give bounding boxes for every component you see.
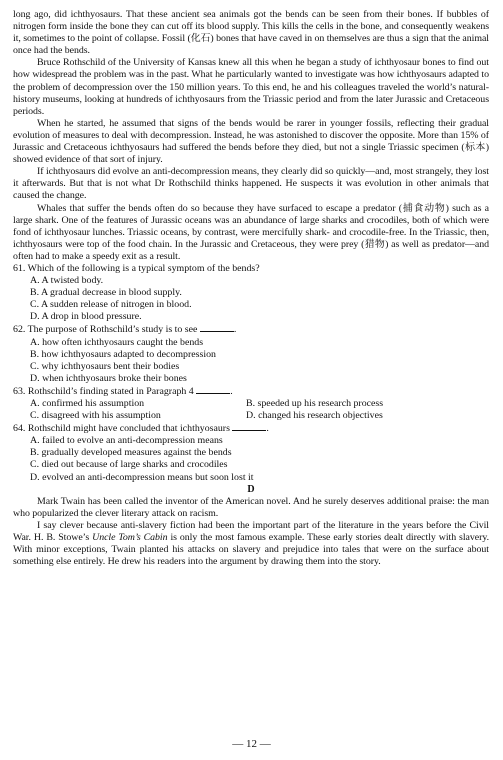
question-63-stem: 63. Rothschild’s finding stated in Paragraph 4 <box>13 385 194 397</box>
passage-c-paragraph-1: long ago, did ichthyosaurs. That these ancient sea animals got the bends can be seen from their bones. If bubbles of nitrogen form inside the bone they can cut off its blood supply. This kills the cells in the bone, and consequently weakens it, sometimes to the point of collapse. Fossil (化石) bones that have caved in on themselves are thus a sign that the animal once had the bends. <box>13 9 489 57</box>
question-63-options-row-1 <box>30 398 489 410</box>
passage-d-paragraph-1: Mark Twain has been called the inventor of the American novel. And he surely deserves additional praise: the man who popularized the clever literary attack on racism. <box>13 495 489 519</box>
passage-c-paragraph-5: Whales that suffer the bends often do so because they have surfaced to escape a predator (捕食动物) such as a large shark. One of the features of Jurassic oceans was an abundance of large sharks and crocodiles, both of which were fond of ichthyosaur lunches. Triassic oceans, by contrast, were mercifully shark- and crocodile-free. In the Triassic, then, ichthyosaurs were top of the food chain. In the Jurassic and Cretaceous, they were prey (猎物) as well as predator—and often had to make a speedy exit as a result. <box>13 202 489 262</box>
book-title: Uncle Tom’s Cabin <box>92 532 168 544</box>
question-64-option-b: B. gradually developed measures against the bends <box>30 447 232 459</box>
question-61-option-c: C. A sudden release of nitrogen in blood. <box>30 299 192 311</box>
question-62 <box>13 323 489 384</box>
question-61-option-b: B. A gradual decrease in blood supply. <box>30 287 182 299</box>
question-63-option-a: A. confirmed his assumption <box>30 398 145 409</box>
passage-d-paragraph-2 <box>13 520 489 568</box>
question-64-option-c: C. died out because of large sharks and crocodiles <box>30 459 228 471</box>
answer-blank <box>232 422 266 431</box>
question-62-stem-line: 62. The purpose of Rothschild’s study is to see . <box>13 324 237 336</box>
passage-c-paragraph-3: When he started, he assumed that signs of the bends would be rarer in younger fossils, reflecting their gradual evolution of measures to deal with decompression. Instead, he was astonished to discover the opposite. More than 15% of Jurassic and Cretaceous ichthyosaurs had suffered the bends before they died, but not a single Triassic specimen (标本) showed evidence of that sort of injury. <box>13 117 489 166</box>
question-63-stem-line: 63. Rothschild’s finding stated in Paragraph 4 . <box>13 385 233 397</box>
question-62-option-c: C. why ichthyosaurs bent their bodies <box>30 360 180 372</box>
question-63-option-b: B. speeded up his research process <box>246 398 384 409</box>
passage-d-paragraph-2-end: is only the most famous example. These early stories dealt directly with slavery. With minor exceptions, Twain planted his attacks on slavery and prejudice into tales that were on the surface about something else entirely. He drew his readers into the argument by drawing them into the story. <box>13 532 489 568</box>
question-63 <box>13 385 489 422</box>
question-64 <box>13 422 489 483</box>
page-number: — 12 — <box>232 738 271 750</box>
passage-c-paragraph-4: If ichthyosaurs did evolve an anti-decompression means, they clearly did so quickly—and, most strangely, they lost it afterwards. But that is not what Dr Rothschild thinks happened. He suspects it was evolution in other animals that caused the change. <box>13 166 489 202</box>
question-64-option-d: D. evolved an anti-decompression means but soon lost it <box>30 471 254 483</box>
question-61 <box>13 263 489 323</box>
question-61-stem: 61. Which of the following is a typical symptom of the bends? <box>13 262 260 274</box>
passage-d-label: D <box>247 483 255 495</box>
passage-c-paragraph-2: Bruce Rothschild of the University of Kansas knew all this when he began a study of ichthyosaur bones to find out how widespread the problem was in the past. What he particularly wanted to investigate was how ichthyosaurs adapted to the problem of decompression over the 150 million years. To this end, he and his colleagues traveled the world’s natural-history museums, looking at hundreds of ichthyosaurs from the Triassic period and from the later Jurassic and Cretaceous periods. <box>13 57 489 117</box>
question-62-option-b: B. how ichthyosaurs adapted to decompression <box>30 348 216 360</box>
answer-blank <box>196 385 230 394</box>
question-62-option-a: A. how often ichthyosaurs caught the bends <box>30 336 204 348</box>
question-63-option-c: C. disagreed with his assumption <box>30 410 161 422</box>
question-62-stem: 62. The purpose of Rothschild’s study is to see <box>13 324 198 336</box>
question-64-option-a: A. failed to evolve an anti-decompression means <box>30 435 223 447</box>
answer-blank <box>200 323 234 332</box>
question-64-stem-line: 64. Rothschild might have concluded that ichthyosaurs . <box>13 423 269 435</box>
question-61-option-d: D. A drop in blood pressure. <box>30 311 142 323</box>
question-64-stem: 64. Rothschild might have concluded that ichthyosaurs <box>13 423 230 435</box>
question-62-option-d: D. when ichthyosaurs broke their bones <box>30 372 187 384</box>
question-61-option-a: A. A twisted body. <box>30 275 104 287</box>
question-63-options-row-2 <box>30 410 489 422</box>
question-63-option-d: D. changed his research objectives <box>246 410 383 422</box>
passage-d-paragraph-2-start: I say clever because anti-slavery fiction had been the important part of the literature in the years before the Civil War. H. B. Stowe’s <box>13 519 489 544</box>
